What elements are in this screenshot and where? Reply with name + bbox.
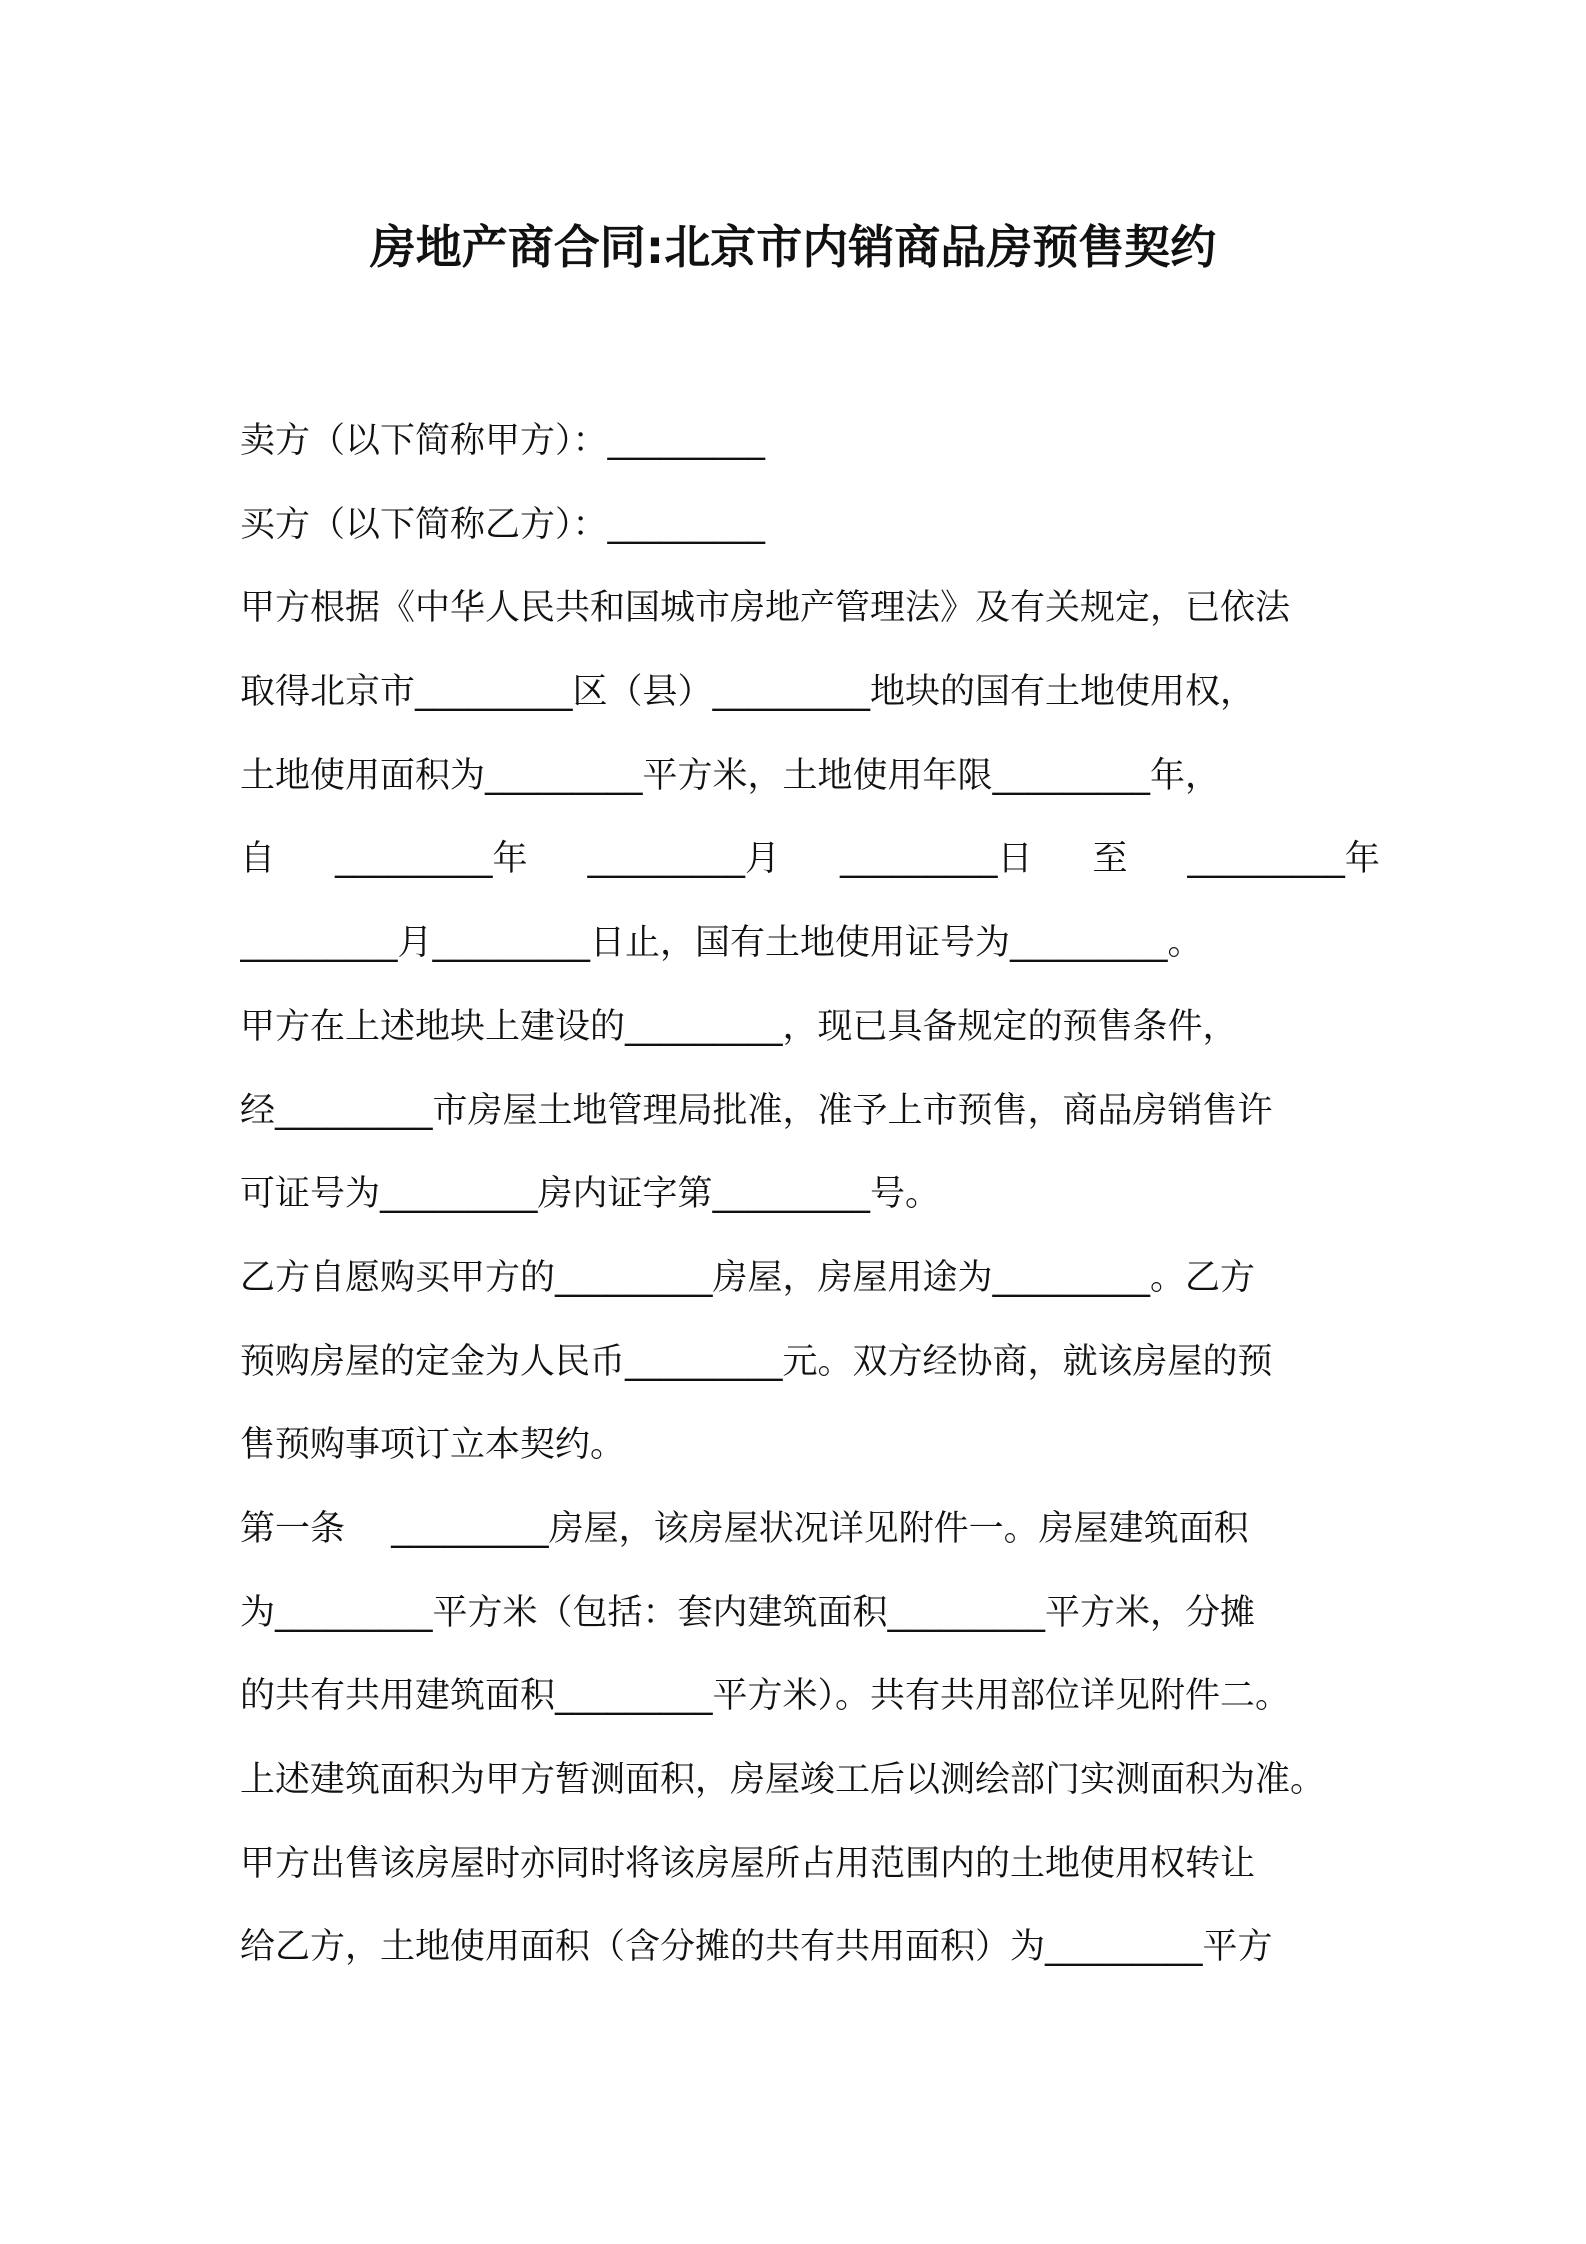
date-part: _________日 (839, 839, 1033, 880)
document-title: 房地产商合同:北京市内销商品房预售契约 (369, 220, 1217, 274)
text-line-buyer: 买方（以下简称乙方）：_________ (240, 504, 766, 545)
text-line: 上述建筑面积为甲方暂测面积，房屋竣工后以测绘部门实测面积为准。 (240, 1760, 1326, 1800)
text-line: 甲方出售该房屋时亦同时将该房屋所占用范围内的土地使用权转让 (240, 1843, 1256, 1884)
date-part: _________年 (334, 839, 528, 880)
text-line: 甲方在上述地块上建设的_________，现已具备规定的预售条件， (240, 1006, 1238, 1047)
text-line: 乙方自愿购买甲方的_________房屋，房屋用途为_________。乙方 (240, 1257, 1256, 1298)
text-line: 土地使用面积为_________平方米，土地使用年限_________年， (240, 755, 1221, 796)
text-line: _________月_________日止，国有土地使用证号为_________。 (240, 923, 1203, 964)
text-line: 甲方根据《中华人民共和国城市房地产管理法》及有关规定，已依法 (240, 588, 1291, 629)
text-line: 经_________市房屋土地管理局批准，准予上市预售，商品房销售许 (240, 1090, 1273, 1131)
document-body (240, 400, 1380, 1990)
text-line: 售预购事项订立本契约。 (240, 1425, 626, 1466)
text-line: 可证号为_________房内证字第_________号。 (240, 1174, 941, 1215)
text-line-article-1: 第一条 _________房屋，该房屋状况详见附件一。房屋建筑面积 (240, 1508, 1249, 1549)
text-line: 为_________平方米（包括：套内建筑面积_________平方米，分摊 (240, 1592, 1256, 1633)
date-part: 至 (1092, 839, 1128, 880)
text-line: 给乙方，土地使用面积（含分摊的共有共用面积）为_________平方 (240, 1927, 1273, 1968)
text-line: 取得北京市_________区（县）_________地块的国有土地使用权， (240, 672, 1256, 713)
text-line: 预购房屋的定金为人民币_________元。双方经协商，就该房屋的预 (240, 1341, 1273, 1382)
date-part: 自 (240, 839, 276, 880)
date-part: _________年 (1187, 839, 1380, 880)
text-line: 的共有共用建筑面积_________平方米）。共有共用部位详见附件二。 (240, 1676, 1291, 1717)
text-line-date-range (240, 818, 1380, 902)
date-part: _________月 (587, 839, 780, 880)
text-line-seller: 卖方（以下简称甲方）：_________ (240, 421, 766, 461)
